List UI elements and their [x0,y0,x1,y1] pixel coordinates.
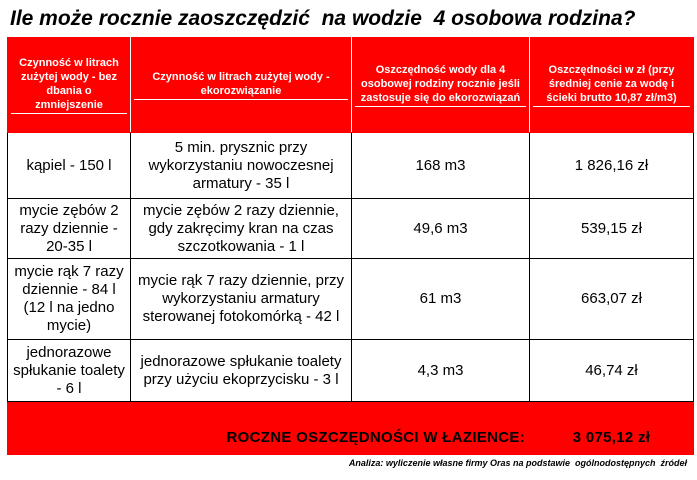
total-value: 3 075,12 zł [530,402,694,455]
cell-without-eco: kąpiel - 150 l [8,133,131,199]
table-footer [8,402,694,455]
cell-money-savings: 46,74 zł [530,340,694,402]
table-header [8,38,694,133]
table-row [8,199,694,259]
table-row [8,340,694,402]
header-eco-solution: Czynność w litrach zużytej wody - ekorozwiązanie [131,38,352,133]
table-row [8,259,694,340]
cell-water-savings: 168 m3 [352,133,530,199]
cell-eco-solution: mycie zębów 2 razy dziennie, gdy zakręcimy kran na czas szczotkowania - 1 l [131,199,352,259]
cell-without-eco: mycie zębów 2 razy dziennie - 20-35 l [8,199,131,259]
savings-table [7,37,694,455]
cell-water-savings: 49,6 m3 [352,199,530,259]
table-body [8,133,694,402]
table-row [8,133,694,199]
page-title: Ile może rocznie zaoszczędzić na wodzie 4 osobowa rodzina? [10,7,636,30]
header-water-savings: Oszczędność wody dla 4 osobowej rodziny rocznie jeśli zastosuje się do ekorozwiązań [352,38,530,133]
cell-money-savings: 539,15 zł [530,199,694,259]
cell-money-savings: 1 826,16 zł [530,133,694,199]
header-money-savings: Oszczędności w zł (przy średniej cenie za wodę i ścieki brutto 10,87 zł/m3) [530,38,694,133]
cell-eco-solution: jednorazowe spłukanie toalety przy użyciu ekoprzycisku - 3 l [131,340,352,402]
cell-eco-solution: mycie rąk 7 razy dziennie, przy wykorzystaniu armatury sterowanej fotokomórką - 42 l [131,259,352,340]
cell-money-savings: 663,07 zł [530,259,694,340]
cell-without-eco: jednorazowe spłukanie toalety - 6 l [8,340,131,402]
cell-water-savings: 61 m3 [352,259,530,340]
cell-eco-solution: 5 min. prysznic przy wykorzystaniu nowoczesnej armatury - 35 l [131,133,352,199]
source-note: Analiza: wyliczenie własne firmy Oras na podstawie ogólnodostępnych źródeł [348,458,687,468]
header-without-eco: Czynność w litrach zużytej wody - bez dbania o zmniejszenie [8,38,131,133]
cell-water-savings: 4,3 m3 [352,340,530,402]
cell-without-eco: mycie rąk 7 razy dziennie - 84 l (12 l na jedno mycie) [8,259,131,340]
total-label: ROCZNE OSZCZĘDNOŚCI W ŁAZIENCE: [8,402,530,455]
